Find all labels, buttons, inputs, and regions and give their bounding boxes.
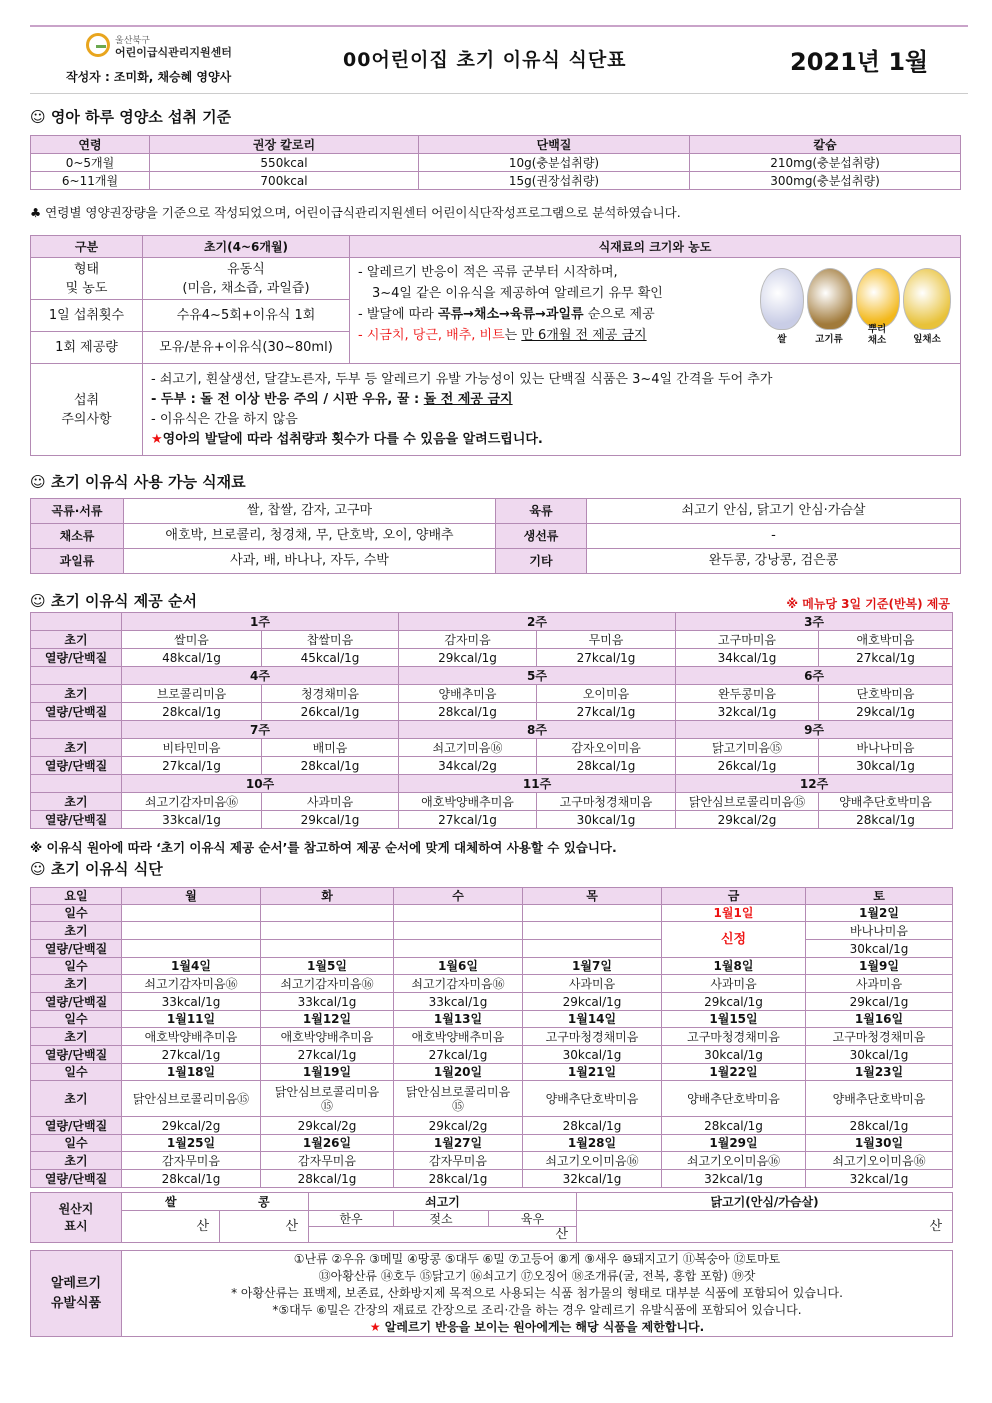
menu-cell: 고구마청경채미음 bbox=[806, 1028, 953, 1046]
order-week-corner bbox=[31, 613, 122, 631]
kcal-cell bbox=[261, 940, 394, 958]
row-label-menu: 초기 bbox=[31, 739, 122, 757]
amount-label: 1회 제공량 bbox=[31, 332, 143, 364]
kcal-cell: 30kcal/1g bbox=[806, 1046, 953, 1064]
row-label-kcal: 열량/단백질 bbox=[31, 703, 122, 721]
ingredient-list: - bbox=[587, 524, 961, 549]
spoon-samples bbox=[760, 268, 956, 352]
row-label-menu: 초기 bbox=[31, 975, 122, 993]
ingredients-table bbox=[30, 498, 961, 574]
menu-cell: 애호박양배추미음 bbox=[394, 1028, 523, 1046]
caution-text: 영아의 발달에 따라 섭취량과 횟수가 다를 수 있음을 알려드립니다. bbox=[162, 431, 543, 447]
menu-cell: 감자무미음 bbox=[394, 1152, 523, 1170]
section-title-ingredients: ☺ 초기 이유식 사용 가능 식재료 bbox=[30, 473, 246, 491]
caution-text: - 두부 : 돌 전 이상 반응 주의 / 시판 우유, 꿀 : bbox=[151, 391, 424, 407]
th-calcium: 칼슘 bbox=[690, 136, 961, 154]
row-label-date: 일수 bbox=[31, 1064, 122, 1081]
th-category: 구분 bbox=[31, 236, 143, 258]
cell: 6~11개월 bbox=[31, 172, 150, 190]
menu-cell bbox=[394, 922, 523, 940]
spoon-root-veg-icon bbox=[856, 268, 900, 328]
ingredient-category: 곡류·서류 bbox=[31, 499, 124, 524]
allergy-line bbox=[122, 1319, 952, 1336]
caution-line: - 이유식은 간을 하지 않음 bbox=[151, 411, 298, 427]
order-menu-cell: 양배추미음 bbox=[399, 685, 537, 703]
th-protein: 단백질 bbox=[419, 136, 690, 154]
order-kcal-cell: 34kcal/1g bbox=[676, 649, 819, 667]
order-kcal-cell: 48kcal/1g bbox=[122, 649, 262, 667]
day-header: 요일 bbox=[31, 888, 122, 905]
date-cell: 1월22일 bbox=[662, 1064, 806, 1081]
order-week-header: 7주 bbox=[122, 721, 399, 739]
menu-cell: 닭안심브로콜리미음⑮ bbox=[261, 1081, 394, 1117]
order-kcal-cell: 27kcal/1g bbox=[537, 703, 676, 721]
kcal-cell: 29kcal/2g bbox=[394, 1117, 523, 1135]
order-week-header: 4주 bbox=[122, 667, 399, 685]
day-header: 월 bbox=[122, 888, 261, 905]
ingredient-category: 과일류 bbox=[31, 549, 124, 574]
menu-cell: 양배추단호박미음 bbox=[806, 1081, 953, 1117]
cell: 300mg(충분섭취량) bbox=[690, 172, 961, 190]
kcal-cell: 29kcal/1g bbox=[662, 993, 806, 1011]
order-kcal-cell: 27kcal/1g bbox=[122, 757, 262, 775]
date-cell: 1월20일 bbox=[394, 1064, 523, 1081]
desc-order: 곡류→채소→육류→과일류 bbox=[437, 307, 584, 322]
kcal-cell: 30kcal/1g bbox=[523, 1046, 662, 1064]
caution-line bbox=[151, 430, 960, 450]
menu-cell: 양배추단호박미음 bbox=[662, 1081, 806, 1117]
menu-cell: 사과미음 bbox=[523, 975, 662, 993]
desc-text: 순으로 제공 bbox=[583, 307, 655, 322]
origin-bean: 콩 bbox=[220, 1193, 309, 1211]
order-week-header: 9주 bbox=[676, 721, 953, 739]
order-kcal-cell: 29kcal/2g bbox=[676, 811, 819, 829]
order-menu-cell: 애호박양배추미음 bbox=[399, 793, 537, 811]
order-week-corner bbox=[31, 667, 122, 685]
date-cell: 1월25일 bbox=[122, 1135, 261, 1152]
row-label-date: 일수 bbox=[31, 958, 122, 975]
kcal-cell bbox=[394, 940, 523, 958]
row-label-menu: 초기 bbox=[31, 793, 122, 811]
date-cell: 1월19일 bbox=[261, 1064, 394, 1081]
order-kcal-cell: 28kcal/1g bbox=[122, 703, 262, 721]
kcal-cell: 32kcal/1g bbox=[662, 1170, 806, 1188]
row-label-menu: 초기 bbox=[31, 1081, 122, 1117]
star-icon: ★ bbox=[369, 1320, 381, 1334]
page-title: 00어린이집 초기 이유식 식단표 bbox=[343, 49, 627, 71]
caution-line: - 쇠고기, 흰살생선, 달걀노른자, 두부 등 알레르기 유발 가능성이 있는 단백질 식품은 3~4일 간격을 두어 추가 bbox=[151, 371, 773, 387]
order-week-header: 2주 bbox=[399, 613, 676, 631]
ingredient-list: 완두콩, 강낭콩, 검은콩 bbox=[587, 549, 961, 574]
kcal-cell: 30kcal/1g bbox=[806, 940, 953, 958]
logo-text-top: 울산북구 bbox=[115, 36, 150, 46]
kcal-cell: 33kcal/1g bbox=[394, 993, 523, 1011]
order-menu-cell: 애호박미음 bbox=[819, 631, 953, 649]
date-cell: 1월16일 bbox=[806, 1011, 953, 1028]
day-header: 목 bbox=[523, 888, 662, 905]
order-menu-cell: 쇠고기감자미음⑯ bbox=[122, 793, 262, 811]
holiday-label: 신정 bbox=[662, 922, 806, 958]
menu-cell: 쇠고기감자미음⑯ bbox=[122, 975, 261, 993]
order-menu-cell: 감자오이미음 bbox=[537, 739, 676, 757]
allergy-line: ①난류 ②우유 ③메밀 ④땅콩 ⑤대두 ⑥밀 ⑦고등어 ⑧게 ⑨새우 ⑩돼지고기 ⑪복숭아 ⑫토마토 bbox=[293, 1252, 781, 1266]
row-label-kcal: 열량/단백질 bbox=[31, 811, 122, 829]
spoon-rice-icon bbox=[760, 268, 804, 330]
origin-rice-mark: 산 bbox=[122, 1211, 220, 1243]
date-cell bbox=[394, 905, 523, 922]
menu-cell: 사과미음 bbox=[662, 975, 806, 993]
date-cell: 1월27일 bbox=[394, 1135, 523, 1152]
row-label-kcal: 열량/단백질 bbox=[31, 1117, 122, 1135]
origin-rice: 쌀 bbox=[122, 1193, 220, 1211]
caution-line bbox=[151, 390, 960, 410]
caution-content bbox=[143, 364, 961, 456]
order-week-header: 1주 bbox=[122, 613, 399, 631]
form-value: 유동식 (미음, 채소즙, 과일즙) bbox=[143, 258, 350, 300]
center-logo bbox=[86, 33, 276, 63]
date-cell: 1월8일 bbox=[662, 958, 806, 975]
menu-cell: 닭안심브로콜리미음⑮ bbox=[394, 1081, 523, 1117]
logo-text-main: 어린이급식관리지원센터 bbox=[115, 46, 232, 59]
menu-cell: 바나나미음 bbox=[806, 922, 953, 940]
cell: 0~5개월 bbox=[31, 154, 150, 172]
th-stage: 초기(4~6개월) bbox=[143, 236, 350, 258]
row-label-date: 일수 bbox=[31, 905, 122, 922]
desc-ban: 만 6개월 전 제공 금지 bbox=[521, 328, 647, 343]
order-menu-cell: 단호박미음 bbox=[819, 685, 953, 703]
order-menu-cell: 브로콜리미음 bbox=[122, 685, 262, 703]
day-header: 수 bbox=[394, 888, 523, 905]
kcal-cell: 32kcal/1g bbox=[523, 1170, 662, 1188]
order-menu-cell: 사과미음 bbox=[262, 793, 399, 811]
kcal-cell: 28kcal/1g bbox=[394, 1170, 523, 1188]
menu-cell: 애호박양배추미음 bbox=[122, 1028, 261, 1046]
allergy-warning: 알레르기 반응을 보이는 원아에게는 해당 식품을 제한합니다. bbox=[380, 1320, 705, 1334]
freq-label: 1일 섭취횟수 bbox=[31, 300, 143, 332]
order-kcal-cell: 29kcal/1g bbox=[819, 703, 953, 721]
order-menu-cell: 쇠고기미음⑯ bbox=[399, 739, 537, 757]
order-kcal-cell: 30kcal/1g bbox=[819, 757, 953, 775]
order-note: ※ 이유식 원아에 따라 ‘초기 이유식 제공 순서’를 참고하여 제공 순서에 맞게 대체하여 사용할 수 있습니다. bbox=[30, 840, 617, 855]
kcal-cell: 28kcal/1g bbox=[122, 1170, 261, 1188]
kcal-cell: 29kcal/1g bbox=[806, 993, 953, 1011]
kcal-cell bbox=[523, 940, 662, 958]
kcal-cell: 28kcal/1g bbox=[523, 1117, 662, 1135]
date-cell: 1월28일 bbox=[523, 1135, 662, 1152]
order-kcal-cell: 27kcal/1g bbox=[399, 811, 537, 829]
order-week-header: 3주 bbox=[676, 613, 953, 631]
ingredient-category: 채소류 bbox=[31, 524, 124, 549]
spoon-label: 쌀 bbox=[777, 334, 787, 345]
order-week-header: 5주 bbox=[399, 667, 676, 685]
amount-value: 모유/분유+이유식(30~80ml) bbox=[143, 332, 350, 364]
order-kcal-cell: 27kcal/1g bbox=[537, 649, 676, 667]
logo-icon bbox=[86, 33, 110, 57]
order-kcal-cell: 32kcal/1g bbox=[676, 703, 819, 721]
menu-cell: 쇠고기감자미음⑯ bbox=[394, 975, 523, 993]
freq-value: 수유4~5회+이유식 1회 bbox=[143, 300, 350, 332]
header-rule bbox=[30, 93, 968, 94]
allergy-line: *⑤대두 ⑥밀은 간장의 재료로 간장으로 조리·간을 하는 경우 알레르기 유발식품에 포함되어 있습니다. bbox=[272, 1303, 802, 1317]
ingredient-list: 사과, 배, 바나나, 자두, 수박 bbox=[124, 549, 496, 574]
star-icon: ★ bbox=[151, 431, 163, 447]
kcal-cell: 32kcal/1g bbox=[806, 1170, 953, 1188]
menu-cell: 감자무미음 bbox=[261, 1152, 394, 1170]
order-menu-cell: 고구마청경채미음 bbox=[537, 793, 676, 811]
date-cell bbox=[523, 905, 662, 922]
date-cell: 1월29일 bbox=[662, 1135, 806, 1152]
caution-ban: 돌 전 제공 금지 bbox=[423, 391, 513, 407]
menu-cell bbox=[261, 922, 394, 940]
origin-table bbox=[30, 1192, 953, 1243]
spoon-leaf-veg-icon bbox=[903, 268, 951, 330]
menu-cell: 고구마청경채미음 bbox=[662, 1028, 806, 1046]
date-cell: 1월11일 bbox=[122, 1011, 261, 1028]
row-label-date: 일수 bbox=[31, 1011, 122, 1028]
order-kcal-cell: 29kcal/1g bbox=[262, 811, 399, 829]
date-cell: 1월12일 bbox=[261, 1011, 394, 1028]
allergy-line: ⑬아황산류 ⑭호두 ⑮닭고기 ⑯쇠고기 ⑰오징어 ⑱조개류(굴, 전복, 홍합 포함) ⑲잣 bbox=[318, 1269, 756, 1283]
kcal-cell: 29kcal/2g bbox=[261, 1117, 394, 1135]
desc-text: 는 bbox=[504, 328, 522, 343]
order-kcal-cell: 28kcal/1g bbox=[537, 757, 676, 775]
th-calorie: 권장 칼로리 bbox=[150, 136, 419, 154]
order-menu-cell: 완두콩미음 bbox=[676, 685, 819, 703]
row-label-menu: 초기 bbox=[31, 1152, 122, 1170]
order-week-header: 11주 bbox=[399, 775, 676, 793]
order-menu-cell: 바나나미음 bbox=[819, 739, 953, 757]
menu-cell: 감자무미음 bbox=[122, 1152, 261, 1170]
kcal-cell: 29kcal/2g bbox=[122, 1117, 261, 1135]
ingredient-list: 애호박, 브로콜리, 청경채, 무, 단호박, 오이, 양배추 bbox=[124, 524, 496, 549]
desc-text: - 발달에 따라 bbox=[358, 307, 438, 322]
origin-jeotso: 젖소 bbox=[394, 1211, 489, 1227]
day-header: 금 bbox=[662, 888, 806, 905]
kcal-cell: 28kcal/1g bbox=[662, 1117, 806, 1135]
form-label: 형태 및 농도 bbox=[31, 258, 143, 300]
row-label-date: 일수 bbox=[31, 1135, 122, 1152]
date-cell: 1월6일 bbox=[394, 958, 523, 975]
order-week-corner bbox=[31, 775, 122, 793]
origin-chicken: 닭고기(안심/가슴살) bbox=[577, 1193, 953, 1211]
date-cell: 1월4일 bbox=[122, 958, 261, 975]
menu-cell: 양배추단호박미음 bbox=[523, 1081, 662, 1117]
menu-table bbox=[30, 887, 953, 1188]
cell: 550kcal bbox=[150, 154, 419, 172]
date-cell: 1월21일 bbox=[523, 1064, 662, 1081]
date-cell: 1월5일 bbox=[261, 958, 394, 975]
row-label-kcal: 열량/단백질 bbox=[31, 940, 122, 958]
origin-beef-mark: 산 bbox=[309, 1227, 577, 1243]
order-week-header: 10주 bbox=[122, 775, 399, 793]
kcal-cell: 33kcal/1g bbox=[261, 993, 394, 1011]
order-menu-cell: 양배추단호박미음 bbox=[819, 793, 953, 811]
order-menu-cell: 쌀미음 bbox=[122, 631, 262, 649]
allergy-table bbox=[30, 1250, 953, 1337]
spoon-label: 잎채소 bbox=[913, 334, 941, 345]
origin-beef: 쇠고기 bbox=[309, 1193, 577, 1211]
menu-cell: 사과미음 bbox=[806, 975, 953, 993]
kcal-cell: 30kcal/1g bbox=[662, 1046, 806, 1064]
cell: 10g(충분섭취량) bbox=[419, 154, 690, 172]
order-menu-cell: 청경채미음 bbox=[262, 685, 399, 703]
order-kcal-cell: 26kcal/1g bbox=[262, 703, 399, 721]
date-cell: 1월23일 bbox=[806, 1064, 953, 1081]
order-kcal-cell: 28kcal/1g bbox=[399, 703, 537, 721]
menu-cell: 애호박양배추미음 bbox=[261, 1028, 394, 1046]
menu-cell bbox=[122, 922, 261, 940]
origin-bean-mark: 산 bbox=[220, 1211, 309, 1243]
order-menu-cell: 무미음 bbox=[537, 631, 676, 649]
allergy-line: * 아황산류는 표백제, 보존료, 산화방지제 목적으로 사용되는 식품 첨가물의 형태로 대부분 식품에 포함되어 있습니다. bbox=[231, 1286, 843, 1300]
menu-cell: 닭안심브로콜리미음⑮ bbox=[122, 1081, 261, 1117]
section-title-order: ☺ 초기 이유식 제공 순서 bbox=[30, 592, 197, 610]
order-week-header: 12주 bbox=[676, 775, 953, 793]
author: 작성자 : 조미화, 채승혜 영양사 bbox=[66, 70, 232, 84]
menu-cell: 쇠고기감자미음⑯ bbox=[261, 975, 394, 993]
day-header: 토 bbox=[806, 888, 953, 905]
order-kcal-cell: 27kcal/1g bbox=[819, 649, 953, 667]
spoon-label: 뿌리 채소 bbox=[867, 324, 887, 346]
order-kcal-cell: 33kcal/1g bbox=[122, 811, 262, 829]
nutrition-note: ♣ 연령별 영양권장량을 기준으로 작성되었으며, 어린이급식관리지원센터 어린이식단작성프로그램으로 분석하였습니다. bbox=[30, 205, 681, 220]
row-label-kcal: 열량/단백질 bbox=[31, 1046, 122, 1064]
row-label-kcal: 열량/단백질 bbox=[31, 649, 122, 667]
order-week-header: 6주 bbox=[676, 667, 953, 685]
origin-label: 원산지 표시 bbox=[31, 1193, 122, 1243]
order-menu-cell: 감자미음 bbox=[399, 631, 537, 649]
date-cell: 1월14일 bbox=[523, 1011, 662, 1028]
order-menu-cell: 찹쌀미음 bbox=[262, 631, 399, 649]
kcal-cell: 28kcal/1g bbox=[261, 1170, 394, 1188]
order-menu-cell: 닭안심브로콜리미음⑮ bbox=[676, 793, 819, 811]
menu-cell: 쇠고기오이미음⑯ bbox=[523, 1152, 662, 1170]
menu-repeat-note: ※ 메뉴당 3일 기준(반복) 제공 bbox=[786, 597, 950, 611]
row-label-kcal: 열량/단백질 bbox=[31, 1170, 122, 1188]
row-label-menu: 초기 bbox=[31, 685, 122, 703]
menu-cell bbox=[523, 922, 662, 940]
th-age: 연령 bbox=[31, 136, 150, 154]
order-menu-cell: 닭고기미음⑮ bbox=[676, 739, 819, 757]
origin-hanwoo: 한우 bbox=[309, 1211, 394, 1227]
kcal-cell: 28kcal/1g bbox=[806, 1117, 953, 1135]
ingredient-list: 쇠고기 안심, 닭고기 안심·가슴살 bbox=[587, 499, 961, 524]
order-week-corner bbox=[31, 721, 122, 739]
order-kcal-cell: 28kcal/1g bbox=[819, 811, 953, 829]
date-cell: 1월2일 bbox=[806, 905, 953, 922]
row-label-menu: 초기 bbox=[31, 922, 122, 940]
date-cell: 1월15일 bbox=[662, 1011, 806, 1028]
cell: 700kcal bbox=[150, 172, 419, 190]
spoon-label: 고기류 bbox=[815, 334, 843, 345]
cell: 15g(권장섭취량) bbox=[419, 172, 690, 190]
th-size: 식재료의 크기와 농도 bbox=[350, 236, 961, 258]
desc-line: 3~4일 같은 이유식을 제공하여 알레르기 유무 확인 bbox=[372, 286, 663, 301]
date-cell: 1월13일 bbox=[394, 1011, 523, 1028]
date-cell: 1월18일 bbox=[122, 1064, 261, 1081]
cell: 210mg(충분섭취량) bbox=[690, 154, 961, 172]
menu-cell: 쇠고기오이미음⑯ bbox=[662, 1152, 806, 1170]
order-menu-cell: 오이미음 bbox=[537, 685, 676, 703]
origin-yukwoo: 육우 bbox=[489, 1211, 577, 1227]
kcal-cell: 27kcal/1g bbox=[261, 1046, 394, 1064]
kcal-cell bbox=[122, 940, 261, 958]
order-menu-cell: 배미음 bbox=[262, 739, 399, 757]
order-kcal-cell: 29kcal/1g bbox=[399, 649, 537, 667]
allergy-label: 알레르기 유발식품 bbox=[31, 1251, 122, 1337]
date-cell: 1월30일 bbox=[806, 1135, 953, 1152]
row-label-menu: 초기 bbox=[31, 631, 122, 649]
order-kcal-cell: 34kcal/2g bbox=[399, 757, 537, 775]
menu-month: 2021년 1월 bbox=[790, 48, 929, 76]
order-kcal-cell: 30kcal/1g bbox=[537, 811, 676, 829]
order-menu-cell: 고구마미음 bbox=[676, 631, 819, 649]
top-rule bbox=[30, 25, 968, 27]
date-cell-holiday: 1월1일 bbox=[662, 905, 806, 922]
order-table bbox=[30, 612, 953, 829]
row-label-kcal: 열량/단백질 bbox=[31, 993, 122, 1011]
kcal-cell: 27kcal/1g bbox=[122, 1046, 261, 1064]
origin-chicken-mark: 산 bbox=[577, 1211, 953, 1243]
section-title-nutrition: ☺ 영아 하루 영양소 섭취 기준 bbox=[30, 108, 232, 126]
order-kcal-cell: 28kcal/1g bbox=[262, 757, 399, 775]
caution-label: 섭취 주의사항 bbox=[31, 364, 143, 456]
kcal-cell: 27kcal/1g bbox=[394, 1046, 523, 1064]
allergy-content bbox=[122, 1251, 953, 1337]
menu-cell: 쇠고기오이미음⑯ bbox=[806, 1152, 953, 1170]
menu-cell: 고구마청경채미음 bbox=[523, 1028, 662, 1046]
date-cell: 1월9일 bbox=[806, 958, 953, 975]
ingredient-category: 육류 bbox=[496, 499, 587, 524]
nutrition-table bbox=[30, 135, 961, 190]
kcal-cell: 33kcal/1g bbox=[122, 993, 261, 1011]
order-week-header: 8주 bbox=[399, 721, 676, 739]
date-cell bbox=[122, 905, 261, 922]
kcal-cell: 29kcal/1g bbox=[523, 993, 662, 1011]
date-cell bbox=[261, 905, 394, 922]
row-label-kcal: 열량/단백질 bbox=[31, 757, 122, 775]
ingredient-category: 기타 bbox=[496, 549, 587, 574]
desc-line: - 알레르기 반응이 적은 곡류 군부터 시작하며, bbox=[358, 265, 618, 280]
order-kcal-cell: 26kcal/1g bbox=[676, 757, 819, 775]
ingredient-category: 생선류 bbox=[496, 524, 587, 549]
order-kcal-cell: 45kcal/1g bbox=[262, 649, 399, 667]
spoon-meat-icon bbox=[807, 268, 853, 330]
date-cell: 1월7일 bbox=[523, 958, 662, 975]
section-title-menu: ☺ 초기 이유식 식단 bbox=[30, 860, 163, 878]
row-label-menu: 초기 bbox=[31, 1028, 122, 1046]
desc-warning: - 시금치, 당근, 배추, 비트 bbox=[358, 328, 505, 343]
day-header: 화 bbox=[261, 888, 394, 905]
date-cell: 1월26일 bbox=[261, 1135, 394, 1152]
ingredient-list: 쌀, 찹쌀, 감자, 고구마 bbox=[124, 499, 496, 524]
order-menu-cell: 비타민미음 bbox=[122, 739, 262, 757]
